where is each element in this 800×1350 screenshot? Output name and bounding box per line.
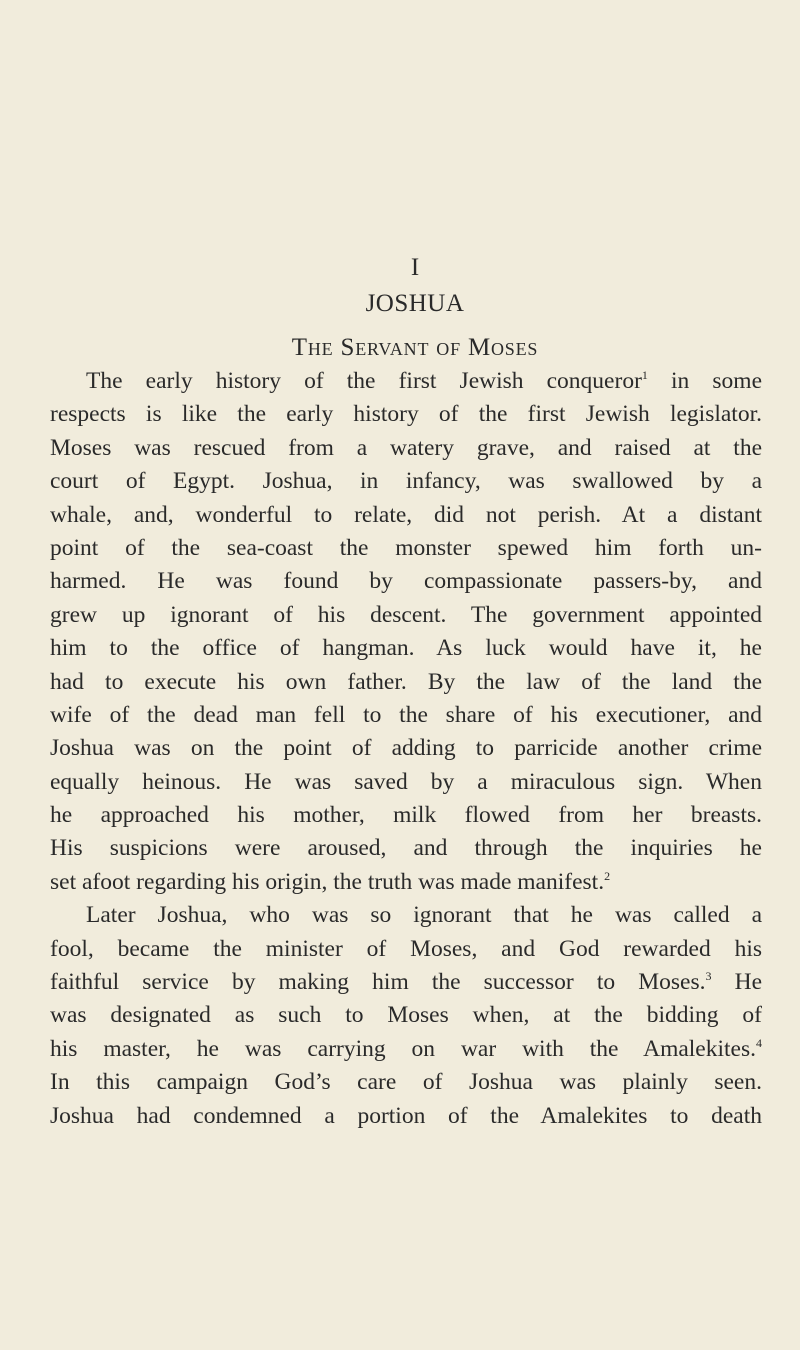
text-line — [50, 766, 762, 799]
text-segment: had to execute his own father. By the law of the land the — [50, 668, 762, 695]
text-line — [50, 999, 762, 1032]
text-segment: fool, became the minister of Moses, and God rewarded his — [50, 935, 762, 962]
text-segment: The early history of the first Jewish conqueror — [86, 368, 642, 394]
footnote-marker: 4 — [756, 1035, 762, 1050]
text-segment: Later Joshua, who was so ignorant that he was called a — [86, 902, 762, 929]
text-segment: Moses was rescued from a watery grave, and raised at the — [50, 434, 762, 461]
text-segment: him to the office of hangman. As luck would have it, he — [50, 635, 762, 662]
text-line — [50, 465, 762, 498]
text-line — [50, 432, 762, 465]
text-segment: his master, he was carrying on war with the Amalekites. — [50, 1035, 756, 1062]
text-line — [50, 1033, 762, 1066]
footnote-marker: 1 — [641, 368, 648, 382]
text-line — [50, 1100, 762, 1133]
text-line — [50, 966, 762, 999]
text-segment: Joshua was on the point of adding to parricide another crime — [50, 735, 762, 762]
text-line — [50, 666, 762, 699]
text-segment: court of Egypt. Joshua, in infancy, was swallowed by a — [50, 468, 762, 495]
text-segment: respects is like the early history of the first Jewish legislator. — [50, 401, 762, 428]
text-segment: faithful service by making him the successor to Moses. — [50, 969, 706, 996]
text-segment: In this campaign God’s care of Joshua was plainly seen. — [50, 1069, 762, 1096]
text-line — [50, 565, 762, 598]
text-line — [50, 899, 762, 932]
text-line — [50, 398, 762, 431]
chapter-title: JOSHUA — [365, 290, 465, 317]
text-segment: wife of the dead man fell to the share of his executioner, and — [50, 701, 762, 728]
text-line — [50, 1066, 762, 1099]
text-segment: set afoot regarding his origin, the truth was made manifest. — [50, 868, 605, 895]
text-line — [50, 832, 762, 865]
body-text — [50, 365, 762, 1133]
text-segment: harmed. He was found by compassionate passers-by, and — [50, 568, 762, 595]
text-line — [50, 599, 762, 632]
text-segment: he approached his mother, milk flowed from her breasts. — [50, 802, 762, 829]
text-segment: point of the sea-coast the monster spewed him forth un- — [50, 534, 762, 561]
text-segment: equally heinous. He was saved by a miraculous sign. When — [50, 768, 762, 795]
text-segment: grew up ignorant of his descent. The government appointed — [50, 601, 762, 628]
text-line — [50, 799, 762, 832]
text-line — [50, 532, 762, 565]
text-line — [50, 732, 762, 765]
text-segment: He — [711, 969, 763, 996]
text-line — [50, 933, 762, 966]
text-line — [50, 699, 762, 732]
book-page — [50, 0, 763, 1350]
text-line — [50, 866, 762, 899]
text-segment: Joshua had condemned a portion of the Amalekites to death — [50, 1102, 762, 1129]
footnote-marker: 3 — [705, 969, 712, 984]
text-segment: was designated as such to Moses when, at the bidding of — [50, 1002, 762, 1029]
text-segment: in some — [647, 368, 763, 394]
text-line — [50, 499, 762, 532]
text-segment: whale, and, wonderful to relate, did not perish. At a distant — [50, 501, 762, 528]
chapter-number: I — [410, 254, 420, 281]
text-segment: His suspicions were aroused, and through the inquiries he — [50, 835, 762, 862]
footnote-marker: 2 — [604, 868, 611, 883]
text-line — [50, 632, 762, 665]
text-line — [50, 365, 762, 398]
chapter-subtitle: The Servant of Moses — [291, 334, 539, 361]
